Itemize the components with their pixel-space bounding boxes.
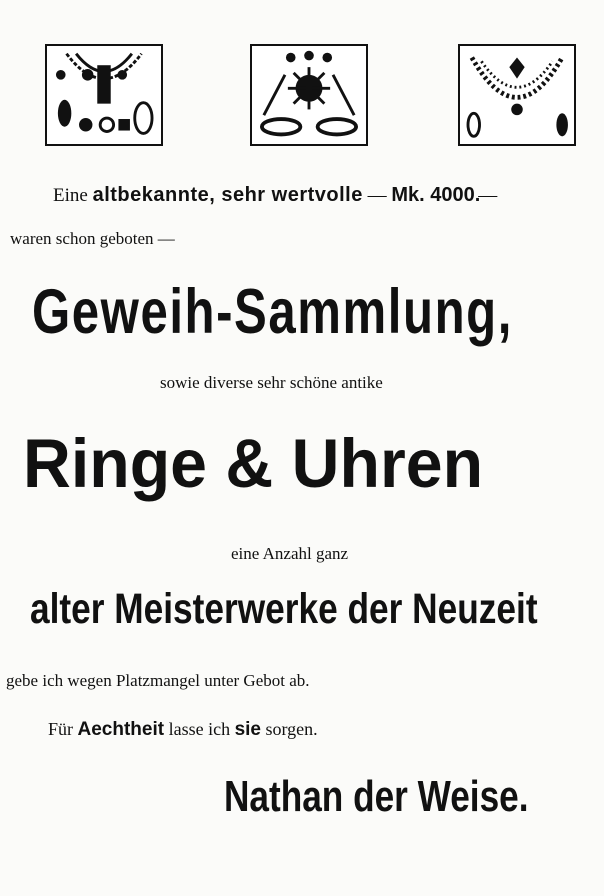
headline-items: Ringe & Uhren xyxy=(23,425,484,502)
intro-price: Mk. 4000. xyxy=(391,184,481,206)
pearl-necklace-icon xyxy=(460,46,574,144)
offer-line: gebe ich wegen Platzmangel unter Gebot ab. xyxy=(6,671,310,690)
authenticity-line xyxy=(48,719,318,741)
offered-line: waren schon geboten — xyxy=(10,229,175,248)
jewelry-pearl-necklace-illustration xyxy=(458,44,576,146)
signature: Nathan der Weise. xyxy=(224,772,529,821)
intro-eine: Eine xyxy=(53,185,88,206)
subline-antique: sowie diverse sehr schöne antike xyxy=(160,373,383,392)
authenticity-sie: sie xyxy=(234,719,261,740)
intro-trailing-dash: — xyxy=(478,185,498,206)
jewelry-brooch-rings-illustration xyxy=(250,44,368,146)
authenticity-middle: lasse ich xyxy=(168,719,231,739)
intro-dash: — xyxy=(367,185,387,206)
intro-line xyxy=(53,184,497,207)
headline-masters: alter Meisterwerke der Neuzeit xyxy=(30,585,538,633)
authenticity-fuer: Für xyxy=(48,719,74,739)
intro-bold-phrase: altbekannte, sehr wertvolle xyxy=(92,184,363,206)
authenticity-aechtheit: Aechtheit xyxy=(77,719,165,740)
necklaces-icon xyxy=(47,46,161,144)
subline-number: eine Anzahl ganz xyxy=(231,544,349,563)
headline-collection: Geweih-Sammlung, xyxy=(32,277,513,347)
authenticity-end: sorgen. xyxy=(265,719,318,739)
jewelry-necklaces-illustration xyxy=(45,44,163,146)
brooch-rings-icon xyxy=(252,46,366,144)
